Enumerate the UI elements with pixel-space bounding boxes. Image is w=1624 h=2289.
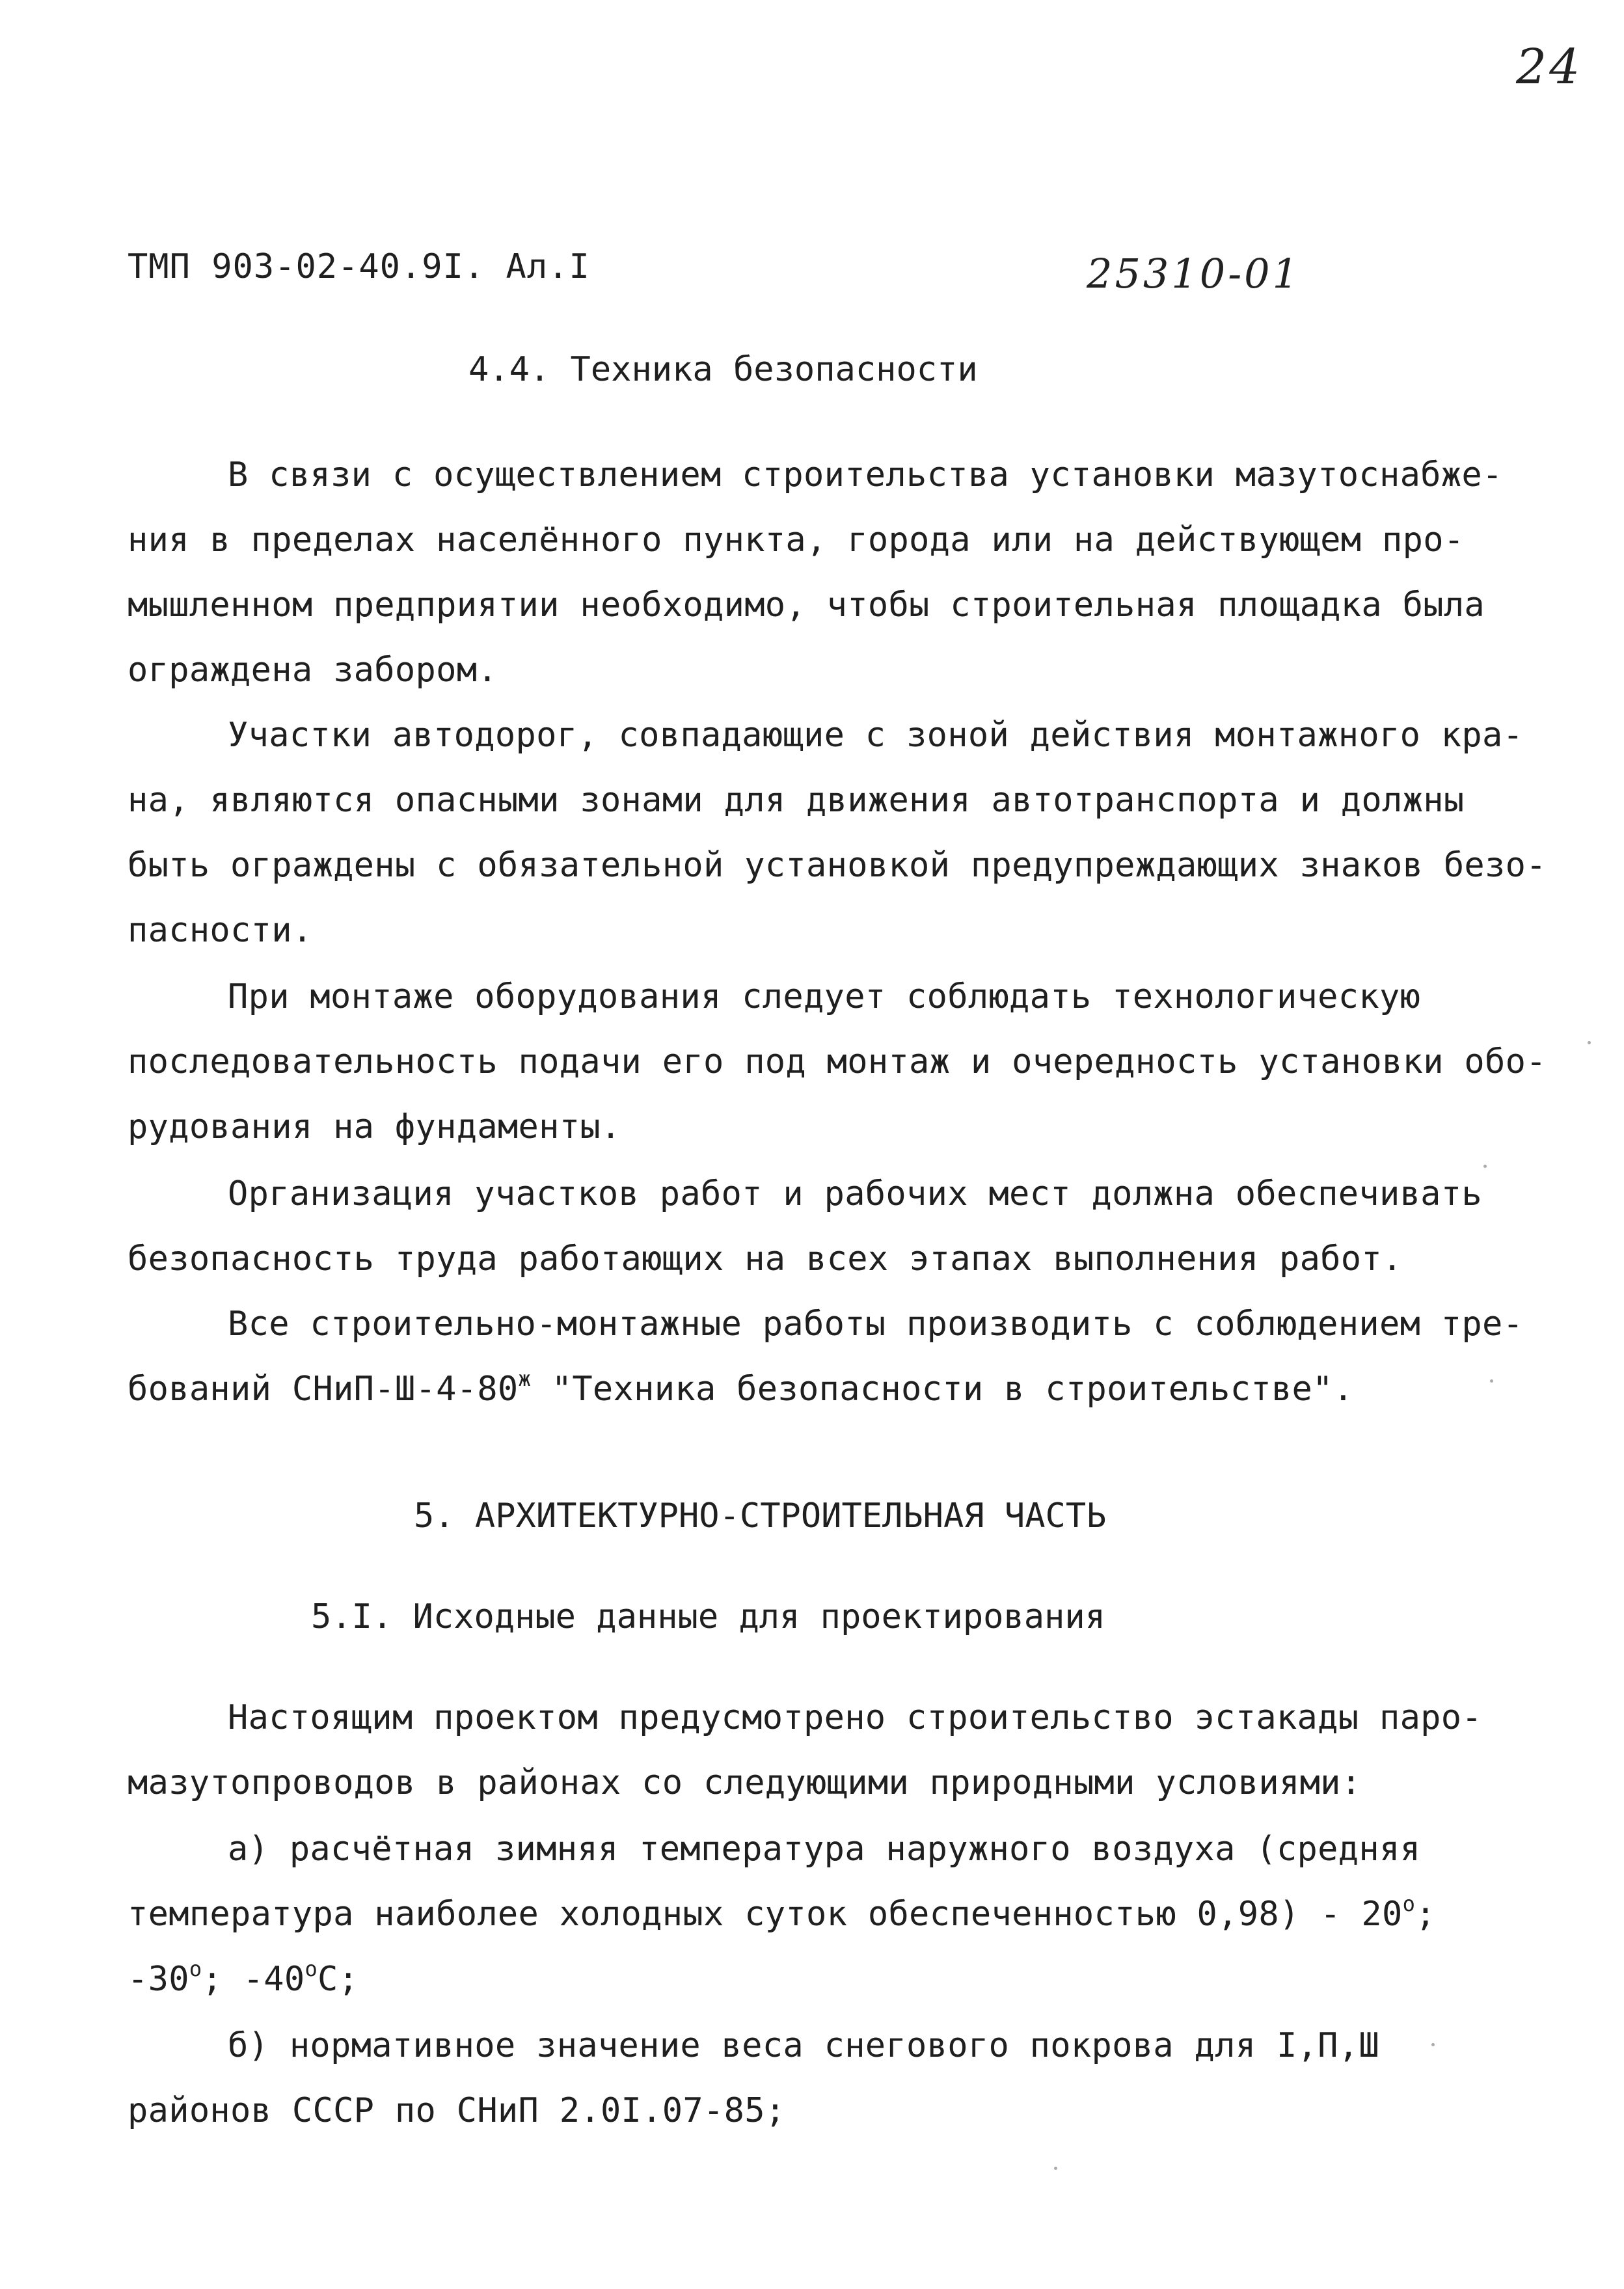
paragraph-line: Все строительно-монтажные работы производить с соблюдением тре- <box>228 1305 1524 1344</box>
temperature-value: -30 <box>128 1960 189 1999</box>
paragraph-line-snip <box>128 1366 1513 1409</box>
scan-speck <box>1054 2167 1057 2170</box>
paragraph-line: последовательность подачи его под монтаж и очередность установки обо- <box>128 1042 1547 1081</box>
paragraph-line: районов СССР по СНиП 2.0I.07-85; <box>128 2091 786 2130</box>
degree-sign: о <box>1402 1891 1416 1916</box>
temperature-end: ; <box>1415 1895 1436 1934</box>
section-heading-4-4: 4.4. Техника безопасности <box>468 350 978 389</box>
paragraph-line: а) расчётная зимняя температура наружного воздуха (средняя <box>228 1830 1421 1869</box>
paragraph-line: безопасность труда работающих на всех этапах выполнения работ. <box>128 1239 1403 1279</box>
paragraph-line: Настоящим проектом предусмотрено строительство эстакады паро- <box>228 1698 1483 1737</box>
paragraph-line: ограждена забором. <box>128 651 498 690</box>
temperature-value: ; -40 <box>202 1960 305 1999</box>
paragraph-line-temperature-values <box>128 1956 1513 1999</box>
paragraph-line: Участки автодорог, совпадающие с зоной действия монтажного кра- <box>228 716 1524 755</box>
scan-speck <box>1490 1379 1493 1383</box>
scan-speck <box>1431 2043 1435 2046</box>
paragraph-line: рудования на фундаменты. <box>128 1107 621 1146</box>
page-number: 24 <box>1516 39 1583 95</box>
registration-number: 25310-01 <box>1087 250 1301 297</box>
degree-sign: о <box>189 1956 202 1981</box>
paragraph-line: При монтаже оборудования следует соблюдать технологическую <box>228 977 1421 1016</box>
snip-title: "Техника безопасности в строительстве". <box>531 1370 1354 1409</box>
paragraph-line: ния в пределах населённого пункта, города или на действующем про- <box>128 521 1465 560</box>
scan-speck <box>1588 1041 1591 1044</box>
paragraph-line-temperature <box>128 1891 1513 1934</box>
temperature-unit: С; <box>318 1960 359 1999</box>
paragraph-line: мазутопроводов в районах со следующими природными условиями: <box>128 1763 1362 1802</box>
scan-speck <box>1483 1165 1487 1168</box>
degree-sign: о <box>304 1956 318 1981</box>
paragraph-line: на, являются опасными зонами для движения автотранспорта и должны <box>128 781 1465 820</box>
paragraph-line: Организация участков работ и рабочих мест должна обеспечивать <box>228 1174 1483 1213</box>
paragraph-line: В связи с осуществлением строительства установки мазутоснабже- <box>228 455 1503 494</box>
snip-superscript: ж <box>518 1366 532 1391</box>
snip-reference: бований СНиП-Ш-4-80 <box>128 1370 519 1409</box>
paragraph-line: пасности. <box>128 911 313 950</box>
temperature-text: температура наиболее холодных суток обеспеченностью 0,98) - 20 <box>128 1895 1403 1934</box>
document-code: ТМП 903-02-40.9I. Ал.I <box>128 247 590 286</box>
section-heading-5: 5. АРХИТЕКТУРНО-СТРОИТЕЛЬНАЯ ЧАСТЬ <box>414 1497 1107 1536</box>
paragraph-line: быть ограждены с обязательной установкой предупреждающих знаков безо- <box>128 846 1547 885</box>
paragraph-line: мышленном предприятии необходимо, чтобы строительная площадка была <box>128 586 1485 625</box>
paragraph-line: б) нормативное значение веса снегового покрова для I,П,Ш <box>228 2026 1379 2065</box>
section-subheading-5-1: 5.I. Исходные данные для проектирования <box>311 1597 1105 1636</box>
